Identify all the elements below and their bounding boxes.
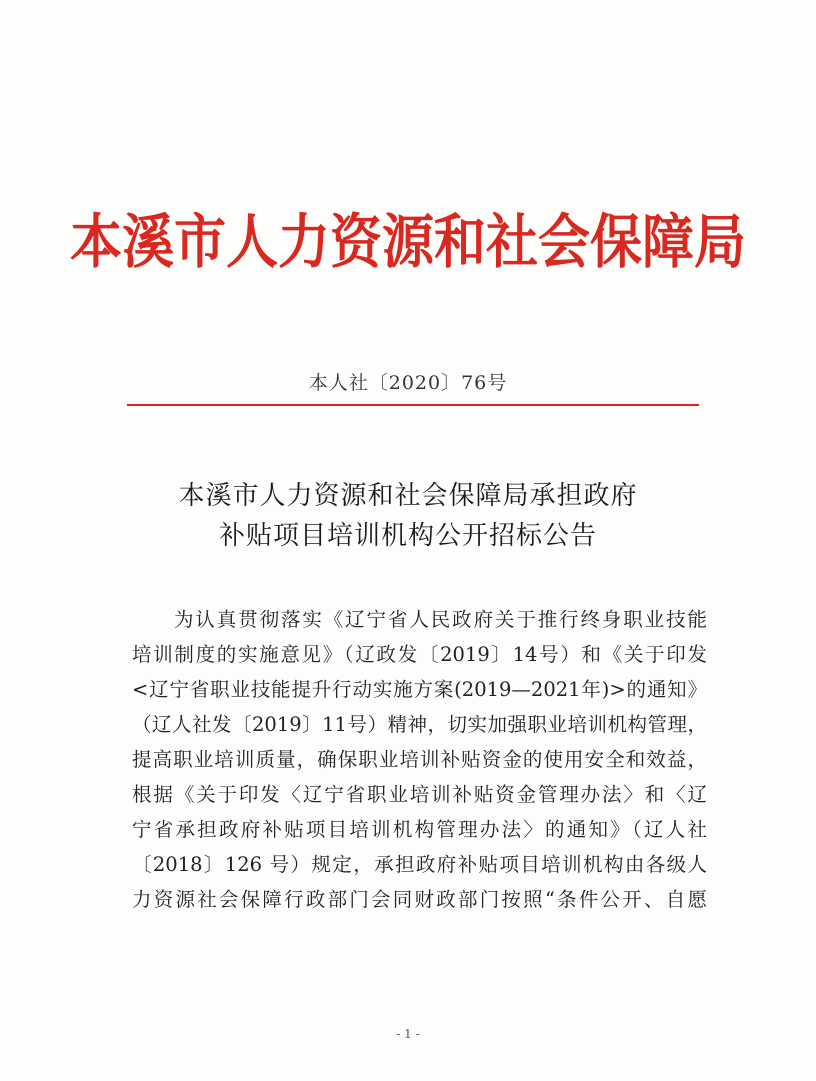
body-line: 培训制度的实施意见》（辽政发〔2019〕14号）和《关于印发: [132, 643, 707, 666]
body-line: 根据《关于印发〈辽宁省职业培训补贴资金管理办法〉和〈辽: [132, 783, 707, 806]
page-number: - 1 -: [396, 1027, 420, 1041]
body-line: 提高职业培训质量，确保职业培训补贴资金的使用安全和效益，: [132, 748, 707, 771]
body-line: <辽宁省职业技能提升行动实施方案(2019—2021年)>的通知》: [132, 678, 707, 701]
body-line: （辽人社发〔2019〕11号）精神，切实加强职业培训机构管理，: [132, 713, 707, 736]
header-divider: [127, 404, 699, 406]
document-title: [0, 476, 816, 556]
title-line-2: 补贴项目培训机构公开招标公告: [218, 521, 597, 551]
body-line: 〔2018〕126 号）规定，承担政府补贴项目培训机构由各级人: [132, 853, 707, 876]
body-line: 宁省承担政府补贴项目培训机构管理办法〉的通知》（辽人社: [132, 818, 707, 841]
body-paragraph: [132, 602, 707, 917]
body-line: 力资源社会保障行政部门会同财政部门按照“条件公开、自愿: [132, 888, 707, 911]
agency-header: 本溪市人力资源和社会保障局: [69, 208, 746, 277]
title-line-1: 本溪市人力资源和社会保障局承担政府: [178, 481, 638, 511]
document-number: 本人社〔2020〕76号: [308, 372, 508, 394]
body-line: 为认真贯彻落实《辽宁省人民政府关于推行终身职业技能: [174, 608, 707, 631]
